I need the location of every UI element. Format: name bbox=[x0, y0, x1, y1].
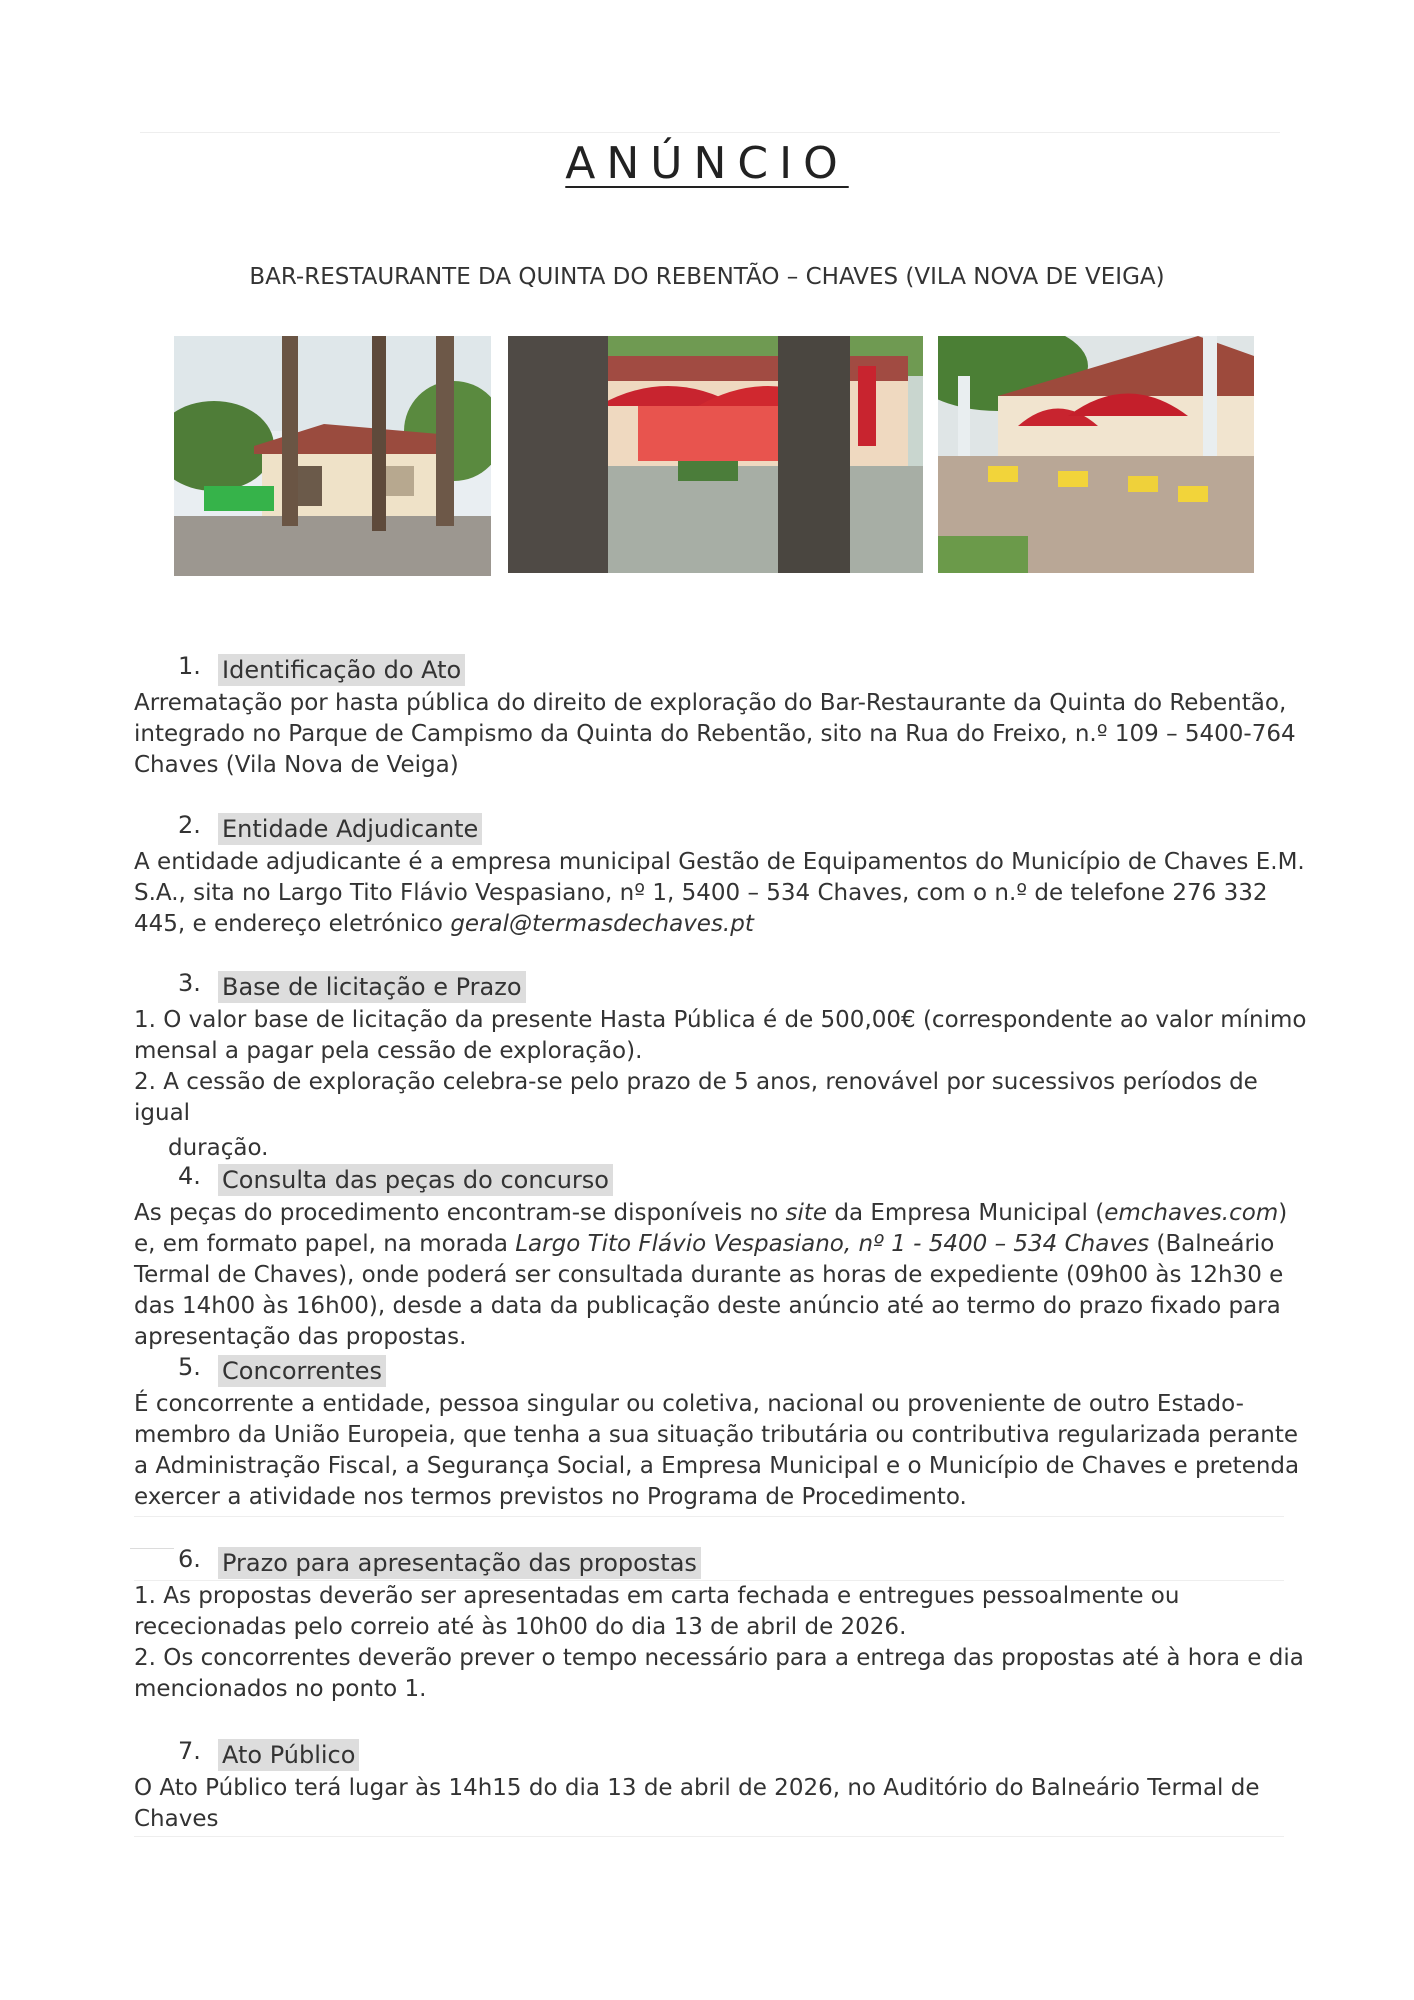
section-2 bbox=[134, 811, 1310, 940]
paragraph bbox=[134, 847, 1310, 940]
address-text: Largo Tito Flávio Vespasiano, nº 1 - 5400 – 534 Chaves bbox=[515, 1231, 1150, 1257]
section-body bbox=[134, 1581, 1310, 1705]
section-header bbox=[134, 1737, 1310, 1771]
divider bbox=[134, 1580, 1284, 1581]
section-body bbox=[134, 1773, 1310, 1835]
divider bbox=[134, 1516, 1284, 1517]
photo-restaurant-entrance bbox=[174, 336, 491, 576]
section-title: Ato Público bbox=[218, 1739, 359, 1771]
website-link[interactable]: emchaves.com bbox=[1104, 1200, 1279, 1226]
section-body bbox=[134, 847, 1310, 940]
paragraph: Arrematação por hasta pública do direito de exploração do Bar-Restaurante da Quinta do Rebentão, integrado no Parque de Campismo da Quinta do Rebentão, sito na Rua do Freixo, n.º 109 – 5400-764 Chaves (Vila Nova de Veiga) bbox=[134, 690, 1296, 778]
photo-patio bbox=[938, 336, 1254, 573]
list-item-continuation: duração. bbox=[168, 1135, 269, 1161]
section-header bbox=[134, 1353, 1310, 1387]
list-item: 1. As propostas deverão ser apresentadas em carta fechada e entregues pessoalmente ou rececionadas pelo correio até às 10h00 do dia 13 de abril de 2026. bbox=[134, 1583, 1180, 1640]
section-header bbox=[134, 1162, 1310, 1196]
section-title: Entidade Adjudicante bbox=[218, 813, 482, 845]
page-title: ANÚNCIO bbox=[565, 138, 849, 189]
section-number: 5. bbox=[178, 1353, 201, 1381]
site-word: site bbox=[785, 1200, 828, 1226]
list-item: 2. Os concorrentes deverão prever o tempo necessário para a entrega das propostas até à hora e dia mencionados no ponto 1. bbox=[134, 1645, 1304, 1702]
section-number: 3. bbox=[178, 969, 201, 997]
section-body bbox=[134, 688, 1310, 781]
list-item: 1. O valor base de licitação da presente Hasta Pública é de 500,00€ (correspondente ao valor mínimo mensal a pagar pela cessão de exploração). bbox=[134, 1007, 1307, 1064]
paragraph-text: da Empresa Municipal ( bbox=[834, 1200, 1105, 1226]
section-header bbox=[134, 811, 1310, 845]
divider bbox=[140, 132, 1280, 133]
section-4 bbox=[134, 1162, 1310, 1353]
section-number: 2. bbox=[178, 811, 201, 839]
section-header bbox=[134, 1545, 1310, 1579]
email-link[interactable]: geral@termasdechaves.pt bbox=[450, 911, 754, 937]
section-title: Identificação do Ato bbox=[218, 654, 465, 686]
section-body bbox=[134, 1005, 1310, 1164]
paragraph-text: ) e, em formato papel, na morada bbox=[134, 1200, 1288, 1257]
section-number: 1. bbox=[178, 652, 201, 680]
section-number: 7. bbox=[178, 1737, 201, 1765]
section-title: Base de licitação e Prazo bbox=[218, 971, 526, 1003]
section-6 bbox=[134, 1545, 1310, 1705]
section-body bbox=[134, 1198, 1310, 1353]
paragraph-text: As peças do procedimento encontram-se disponíveis no bbox=[134, 1200, 779, 1226]
section-7 bbox=[134, 1737, 1310, 1835]
section-number: 4. bbox=[178, 1162, 201, 1190]
paragraph-text: (Balneário Termal de Chaves), onde poderá ser consultada durante as horas de expediente (09h00 às 12h30 e das 14h00 às 16h00), desde a data da publicação deste anúncio até ao termo do prazo fixado para apresentação das propostas. bbox=[134, 1231, 1284, 1350]
section-title: Concorrentes bbox=[218, 1355, 386, 1387]
photo-strip bbox=[174, 336, 1254, 581]
section-title: Consulta das peças do concurso bbox=[218, 1164, 613, 1196]
paragraph: O Ato Público terá lugar às 14h15 do dia 13 de abril de 2026, no Auditório do Balneário Termal de Chaves bbox=[134, 1775, 1260, 1832]
photo-terrace bbox=[508, 336, 923, 573]
section-header bbox=[134, 969, 1310, 1003]
section-5 bbox=[134, 1353, 1310, 1513]
section-title: Prazo para apresentação das propostas bbox=[218, 1547, 701, 1579]
section-body bbox=[134, 1389, 1310, 1513]
section-number: 6. bbox=[178, 1545, 201, 1573]
subtitle: BAR-RESTAURANTE DA QUINTA DO REBENTÃO – CHAVES (VILA NOVA DE VEIGA) bbox=[249, 264, 1165, 290]
paragraph: É concorrente a entidade, pessoa singular ou coletiva, nacional ou proveniente de outro Estado-membro da União Europeia, que tenha a sua situação tributária ou contributiva regularizada perante a Administração Fiscal, a Segurança Social, a Empresa Municipal e o Município de Chaves e pretenda exercer a atividade nos termos previstos no Programa de Procedimento. bbox=[134, 1391, 1300, 1510]
section-3 bbox=[134, 969, 1310, 1164]
paragraph bbox=[134, 1198, 1310, 1353]
list-item: 2. A cessão de exploração celebra-se pelo prazo de 5 anos, renovável por sucessivos períodos de igual bbox=[134, 1069, 1258, 1126]
section-header bbox=[134, 652, 1310, 686]
divider bbox=[134, 1836, 1284, 1837]
section-1 bbox=[134, 652, 1310, 781]
paragraph-text: A entidade adjudicante é a empresa municipal Gestão de Equipamentos do Município de Chaves E.M. S.A., sita no Largo Tito Flávio Vespasiano, nº 1, 5400 – 534 Chaves, com o n.º de telefone 276 332 445, e endereço eletrónico bbox=[134, 849, 1305, 937]
